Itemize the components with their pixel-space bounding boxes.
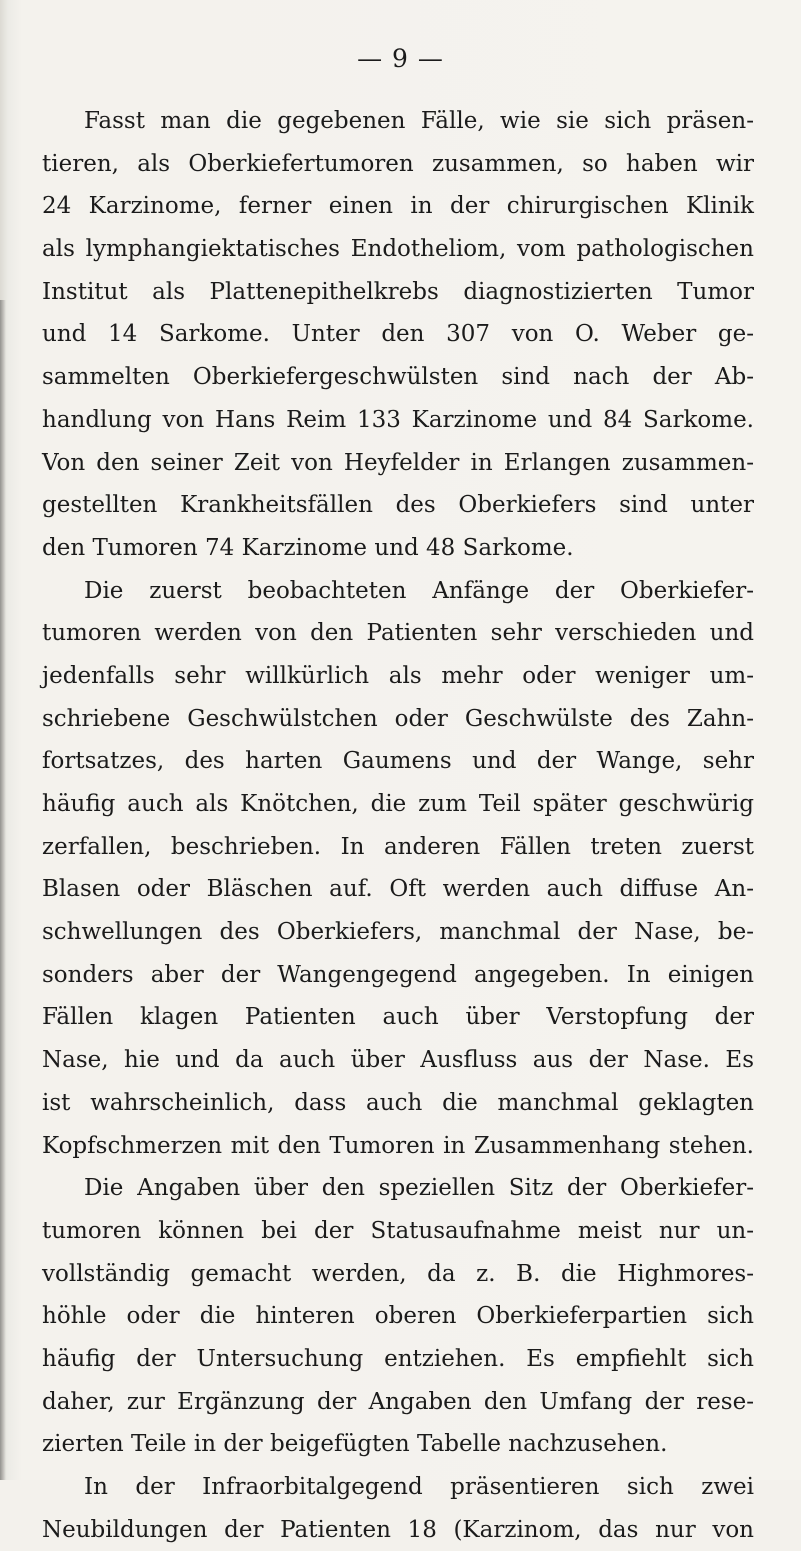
text-line: tieren, als Oberkiefertumoren zusammen, so haben wir — [42, 150, 754, 177]
text-line: schwellungen des Oberkiefers, manchmal der Nase, be- — [42, 919, 754, 946]
text-line: sammelten Oberkiefergeschwülsten sind nach der Ab- — [42, 364, 754, 391]
text-line: Fällen klagen Patienten auch über Verstopfung der — [42, 1004, 754, 1031]
text-line: Nase, hie und da auch über Ausfluss aus der Nase. Es — [42, 1047, 754, 1074]
text-line: Institut als Plattenepithelkrebs diagnostizierten Tumor — [42, 278, 754, 305]
text-line: zierten Teile in der beigefügten Tabelle nachzusehen. — [42, 1431, 668, 1458]
text-line: Kopfschmerzen mit den Tumoren in Zusammenhang stehen. — [42, 1132, 754, 1159]
text-line: daher, zur Ergänzung der Angaben den Umfang der rese- — [42, 1388, 754, 1415]
text-line: jedenfalls sehr willkürlich als mehr oder weniger um- — [42, 662, 754, 689]
text-line: häufig der Untersuchung entziehen. Es empfiehlt sich — [42, 1345, 754, 1372]
text-line: fortsatzes, des harten Gaumens und der Wange, sehr — [42, 748, 754, 775]
text-line: ist wahrscheinlich, dass auch die manchmal geklagten — [42, 1089, 754, 1116]
text-line: tumoren können bei der Statusaufnahme meist nur un- — [42, 1217, 754, 1244]
text-line: sonders aber der Wangengegend angegeben. In einigen — [42, 961, 754, 988]
text-line: gestellten Krankheitsfällen des Oberkiefers sind unter — [42, 492, 754, 519]
text-line: höhle oder die hinteren oberen Oberkieferpartien sich — [42, 1303, 754, 1330]
text-line: als lymphangiektatisches Endotheliom, vom pathologischen — [42, 236, 754, 263]
text-line: Von den seiner Zeit von Heyfelder in Erlangen zusammen- — [42, 449, 754, 476]
text-line: handlung von Hans Reim 133 Karzinome und 84 Sarkome. — [42, 406, 754, 433]
text-line: Die zuerst beobachteten Anfänge der Oberkiefer- — [84, 577, 754, 604]
text-line: Neubildungen der Patienten 18 (Karzinom, das nur von — [42, 1516, 754, 1543]
text-line: Blasen oder Bläschen auf. Oft werden auch diffuse An- — [42, 876, 754, 903]
text-line: In der Infraorbitalgegend präsentieren sich zwei — [84, 1474, 754, 1500]
text-line: und 14 Sarkome. Unter den 307 von O. Weber ge- — [42, 321, 754, 348]
gutter-shadow — [0, 300, 6, 1480]
text-line: tumoren werden von den Patienten sehr verschieden und — [42, 620, 754, 647]
text-line: den Tumoren 74 Karzinome und 48 Sarkome. — [42, 534, 574, 561]
text-line: 24 Karzinome, ferner einen in der chirurgischen Klinik — [42, 193, 754, 220]
text-line: häufig auch als Knötchen, die zum Teil später geschwürig — [42, 791, 754, 817]
text-line: schriebene Geschwülstchen oder Geschwülste des Zahn- — [42, 705, 754, 732]
text-line: Die Angaben über den speziellen Sitz der Oberkiefer- — [84, 1175, 754, 1202]
body-text — [42, 100, 754, 1551]
text-line: zerfallen, beschrieben. In anderen Fällen treten zuerst — [42, 833, 754, 860]
text-line: Fasst man die gegebenen Fälle, wie sie sich präsen- — [84, 108, 754, 134]
page-number: — 9 — — [357, 44, 444, 73]
text-line: vollständig gemacht werden, da z. B. die Highmores- — [42, 1260, 754, 1287]
